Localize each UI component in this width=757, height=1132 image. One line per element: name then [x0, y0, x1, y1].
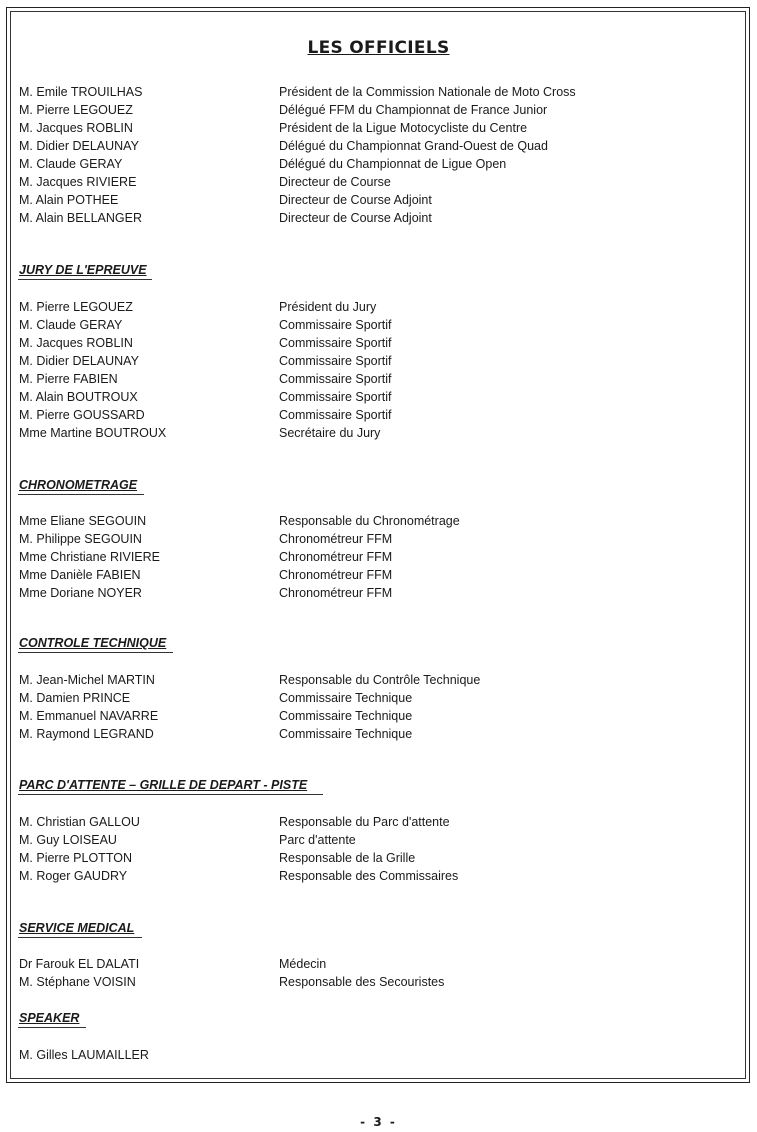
member-name: Mme Martine BOUTROUX: [19, 426, 167, 440]
member-role: Chronométreur FFM: [279, 568, 393, 582]
official-row: [0, 209, 757, 227]
member-role: Commissaire Technique: [279, 691, 413, 705]
section-rule: [18, 279, 152, 280]
member-role: Commissaire Technique: [279, 709, 413, 723]
parc-row: [0, 831, 757, 849]
member-name: M. Raymond LEGRAND: [19, 727, 154, 741]
chrono-row: [0, 512, 757, 530]
controle-row: [0, 725, 757, 743]
section-rule: [18, 652, 173, 653]
official-name: M. Jacques RIVIERE: [19, 175, 137, 189]
member-name: M. Guy LOISEAU: [19, 833, 117, 847]
official-name: M. Claude GERAY: [19, 157, 123, 171]
member-name: M. Claude GERAY: [19, 318, 123, 332]
member-name: M. Roger GAUDRY: [19, 869, 128, 883]
member-name: Mme Danièle FABIEN: [19, 568, 141, 582]
member-name: M. Jean-Michel MARTIN: [19, 673, 155, 687]
official-row: [0, 83, 757, 101]
member-name: M. Damien PRINCE: [19, 691, 131, 705]
member-role: Responsable du Chronométrage: [279, 514, 460, 528]
official-row: [0, 173, 757, 191]
medical-row: [0, 955, 757, 973]
member-role: Commissaire Sportif: [279, 372, 392, 386]
member-role: Responsable du Contrôle Technique: [279, 673, 481, 687]
jury-row: [0, 316, 757, 334]
section-heading-speaker: SPEAKER: [19, 1011, 80, 1025]
member-role: Commissaire Sportif: [279, 408, 392, 422]
member-name: M. Pierre FABIEN: [19, 372, 118, 386]
official-name: M. Didier DELAUNAY: [19, 139, 139, 153]
member-name: M. Gilles LAUMAILLER: [19, 1048, 149, 1062]
member-name: M. Christian GALLOU: [19, 815, 140, 829]
jury-row: [0, 334, 757, 352]
official-role: Directeur de Course Adjoint: [279, 211, 432, 225]
member-name: Mme Doriane NOYER: [19, 586, 142, 600]
official-role: Directeur de Course Adjoint: [279, 193, 432, 207]
jury-row: [0, 352, 757, 370]
member-role: Responsable du Parc d'attente: [279, 815, 450, 829]
member-name: M. Emmanuel NAVARRE: [19, 709, 159, 723]
member-name: M. Stéphane VOISIN: [19, 975, 136, 989]
official-name: M. Pierre LEGOUEZ: [19, 103, 133, 117]
member-role: Secrétaire du Jury: [279, 426, 381, 440]
member-role: Président du Jury: [279, 300, 377, 314]
page-number: - 3 -: [360, 1115, 397, 1129]
member-role: Responsable de la Grille: [279, 851, 416, 865]
member-role: Commissaire Sportif: [279, 336, 392, 350]
member-role: Chronométreur FFM: [279, 550, 393, 564]
member-role: Commissaire Sportif: [279, 390, 392, 404]
section-rule: [18, 937, 142, 938]
member-name: M. Pierre LEGOUEZ: [19, 300, 133, 314]
member-name: M. Alain BOUTROUX: [19, 390, 138, 404]
member-name: Mme Christiane RIVIERE: [19, 550, 161, 564]
official-name: M. Jacques ROBLIN: [19, 121, 133, 135]
member-role: Parc d'attente: [279, 833, 356, 847]
official-row: [0, 101, 757, 119]
official-row: [0, 119, 757, 137]
official-role: Président de la Ligue Motocycliste du Centre: [279, 121, 528, 135]
official-role: Délégué FFM du Championnat de France Junior: [279, 103, 548, 117]
official-row: [0, 155, 757, 173]
section-rule: [18, 1027, 86, 1028]
member-name: M. Jacques ROBLIN: [19, 336, 133, 350]
jury-row: [0, 424, 757, 442]
member-role: Responsable des Secouristes: [279, 975, 445, 989]
official-role: Président de la Commission Nationale de Moto Cross: [279, 85, 576, 99]
speaker-row: [0, 1046, 757, 1064]
section-rule: [18, 794, 323, 795]
chrono-row: [0, 584, 757, 602]
jury-row: [0, 298, 757, 316]
official-role: Délégué du Championnat Grand-Ouest de Quad: [279, 139, 548, 153]
section-heading-parc-attente: PARC D'ATTENTE – GRILLE DE DEPART - PISTE: [19, 778, 308, 792]
member-role: Commissaire Sportif: [279, 318, 392, 332]
controle-row: [0, 671, 757, 689]
official-name: M. Alain POTHEE: [19, 193, 119, 207]
official-row: [0, 137, 757, 155]
medical-row: [0, 973, 757, 991]
member-role: Chronométreur FFM: [279, 586, 393, 600]
jury-row: [0, 406, 757, 424]
chrono-row: [0, 548, 757, 566]
official-row: [0, 191, 757, 209]
official-role: Délégué du Championnat de Ligue Open: [279, 157, 507, 171]
page-title: LES OFFICIELS: [307, 38, 450, 58]
jury-row: [0, 388, 757, 406]
official-role: Directeur de Course: [279, 175, 391, 189]
member-name: M. Philippe SEGOUIN: [19, 532, 142, 546]
member-role: Commissaire Technique: [279, 727, 413, 741]
section-heading-controle-technique: CONTROLE TECHNIQUE: [19, 636, 167, 650]
jury-row: [0, 370, 757, 388]
member-role: Chronométreur FFM: [279, 532, 393, 546]
official-name: M. Emile TROUILHAS: [19, 85, 143, 99]
official-name: M. Alain BELLANGER: [19, 211, 142, 225]
section-rule: [18, 494, 144, 495]
member-name: M. Didier DELAUNAY: [19, 354, 139, 368]
section-heading-service-medical: SERVICE MEDICAL: [19, 921, 135, 935]
member-name: M. Pierre GOUSSARD: [19, 408, 145, 422]
section-heading-chronometrage: CHRONOMETRAGE: [19, 478, 138, 492]
chrono-row: [0, 530, 757, 548]
chrono-row: [0, 566, 757, 584]
parc-row: [0, 849, 757, 867]
member-name: M. Pierre PLOTTON: [19, 851, 132, 865]
controle-row: [0, 707, 757, 725]
parc-row: [0, 867, 757, 885]
section-heading-jury: JURY DE L'EPREUVE: [19, 263, 147, 277]
member-name: Dr Farouk EL DALATI: [19, 957, 140, 971]
member-role: Médecin: [279, 957, 327, 971]
member-role: Commissaire Sportif: [279, 354, 392, 368]
member-name: Mme Eliane SEGOUIN: [19, 514, 147, 528]
member-role: Responsable des Commissaires: [279, 869, 459, 883]
parc-row: [0, 813, 757, 831]
controle-row: [0, 689, 757, 707]
